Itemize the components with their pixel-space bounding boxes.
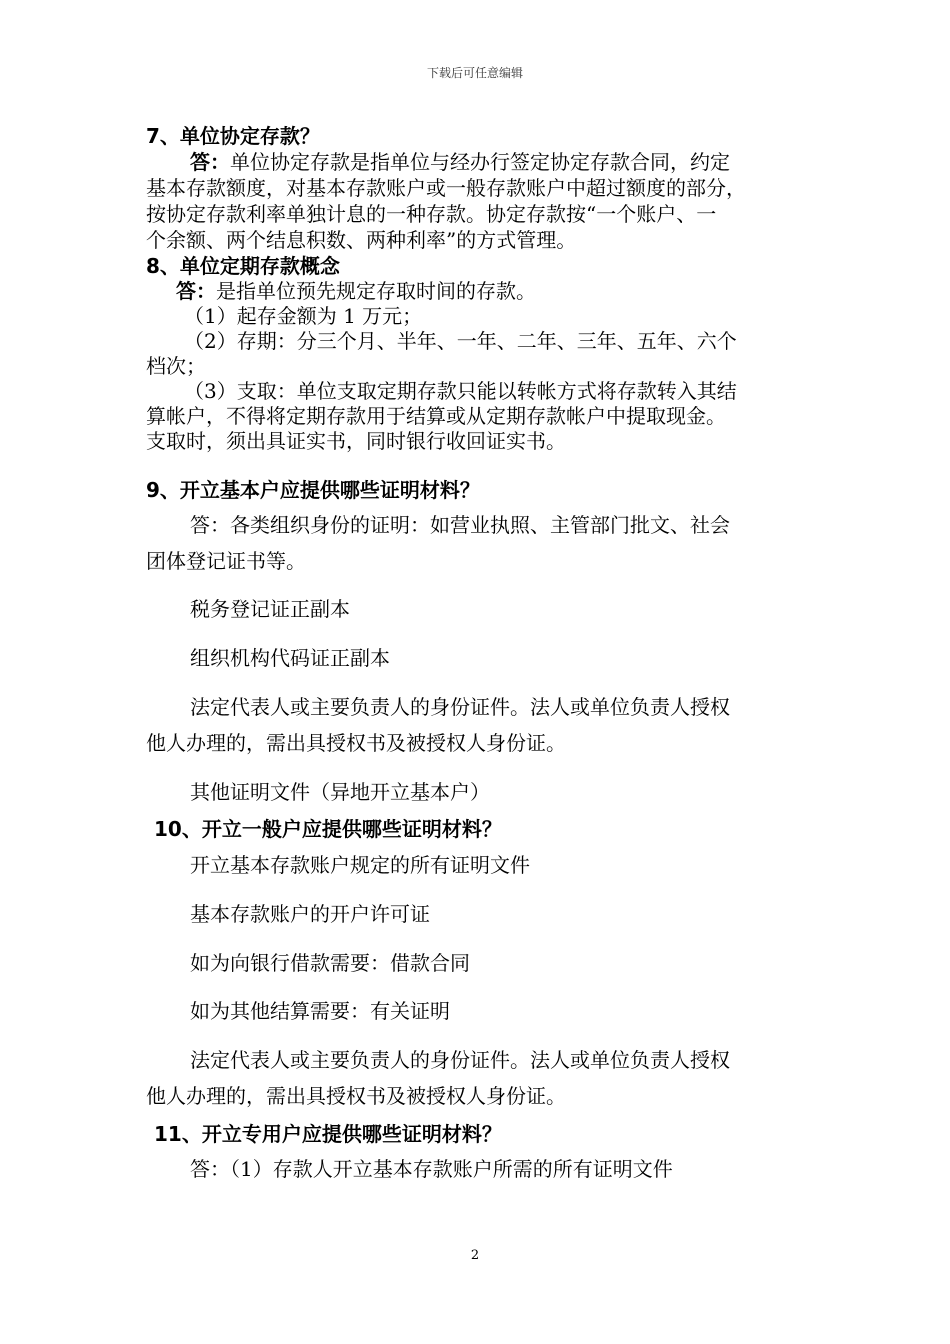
q7-line1-text: 单位协定存款是指单位与经办行签定协定存款合同，约定: [230, 150, 730, 174]
page-header: 下载后可任意编辑: [426, 66, 523, 80]
q8-item1: （1）起存金额为 1 万元；: [184, 304, 423, 328]
q8-item3-line2: 算帐户，不得将定期存款用于结算或从定期存款帐户中提取现金。: [146, 404, 726, 428]
q11-answer-line1: 答：（1）存款人开立基本存款账户所需的所有证明文件: [190, 1157, 673, 1181]
q9-answer-line1: 答：各类组织身份的证明：如营业执照、主管部门批文、社会: [190, 513, 730, 537]
q10-item1: 开立基本存款账户规定的所有证明文件: [190, 853, 530, 877]
q10-title: 10、开立一般户应提供哪些证明材料？: [154, 817, 502, 841]
q10-item5-line1: 法定代表人或主要负责人的身份证件。法人或单位负责人授权: [190, 1048, 730, 1072]
q9-answer-line2: 团体登记证书等。: [146, 549, 306, 573]
q7-title: 7、单位协定存款？: [146, 124, 320, 148]
q7-line4: 个余额、两个结息积数、两种利率”的方式管理。: [146, 228, 577, 252]
q10-item2: 基本存款账户的开户许可证: [190, 902, 430, 926]
q9-item-orgcode: 组织机构代码证正副本: [190, 646, 390, 670]
q7-line2: 基本存款额度，对基本存款账户或一般存款账户中超过额度的部分，: [146, 176, 746, 200]
q9-item-legalrep-line1: 法定代表人或主要负责人的身份证件。法人或单位负责人授权: [190, 695, 730, 719]
q10-item5-line2: 他人办理的，需出具授权书及被授权人身份证。: [146, 1084, 566, 1108]
q10-item3: 如为向银行借款需要：借款合同: [190, 951, 470, 975]
q7-answer-label: 答：: [190, 150, 230, 174]
q8-title: 8、单位定期存款概念: [146, 254, 340, 278]
q9-item-other: 其他证明文件（异地开立基本户）: [190, 780, 490, 804]
q9-title: 9、开立基本户应提供哪些证明材料？: [146, 478, 480, 502]
q11-title: 11、开立专用户应提供哪些证明材料？: [154, 1122, 502, 1146]
q8-line1-text: 是指单位预先规定存取时间的存款。: [216, 279, 536, 303]
q8-item2-line1: （2）存期：分三个月、半年、一年、二年、三年、五年、六个: [184, 329, 737, 353]
page-number: 2: [470, 1248, 480, 1263]
q8-item3-line3: 支取时，须出具证实书，同时银行收回证实书。: [146, 429, 566, 453]
q7-line1: [190, 150, 730, 174]
q9-item-legalrep-line2: 他人办理的，需出具授权书及被授权人身份证。: [146, 731, 566, 755]
q7-line3: 按协定存款利率单独计息的一种存款。协定存款按“一个账户、一: [146, 202, 717, 226]
q10-item4: 如为其他结算需要：有关证明: [190, 999, 450, 1023]
q8-item2-line2: 档次；: [146, 354, 206, 378]
q8-item3-line1: （3）支取：单位支取定期存款只能以转帐方式将存款转入其结: [184, 379, 737, 403]
q8-line1: [176, 279, 536, 303]
q8-answer-label: 答：: [176, 279, 216, 303]
q9-item-tax: 税务登记证正副本: [190, 597, 350, 621]
